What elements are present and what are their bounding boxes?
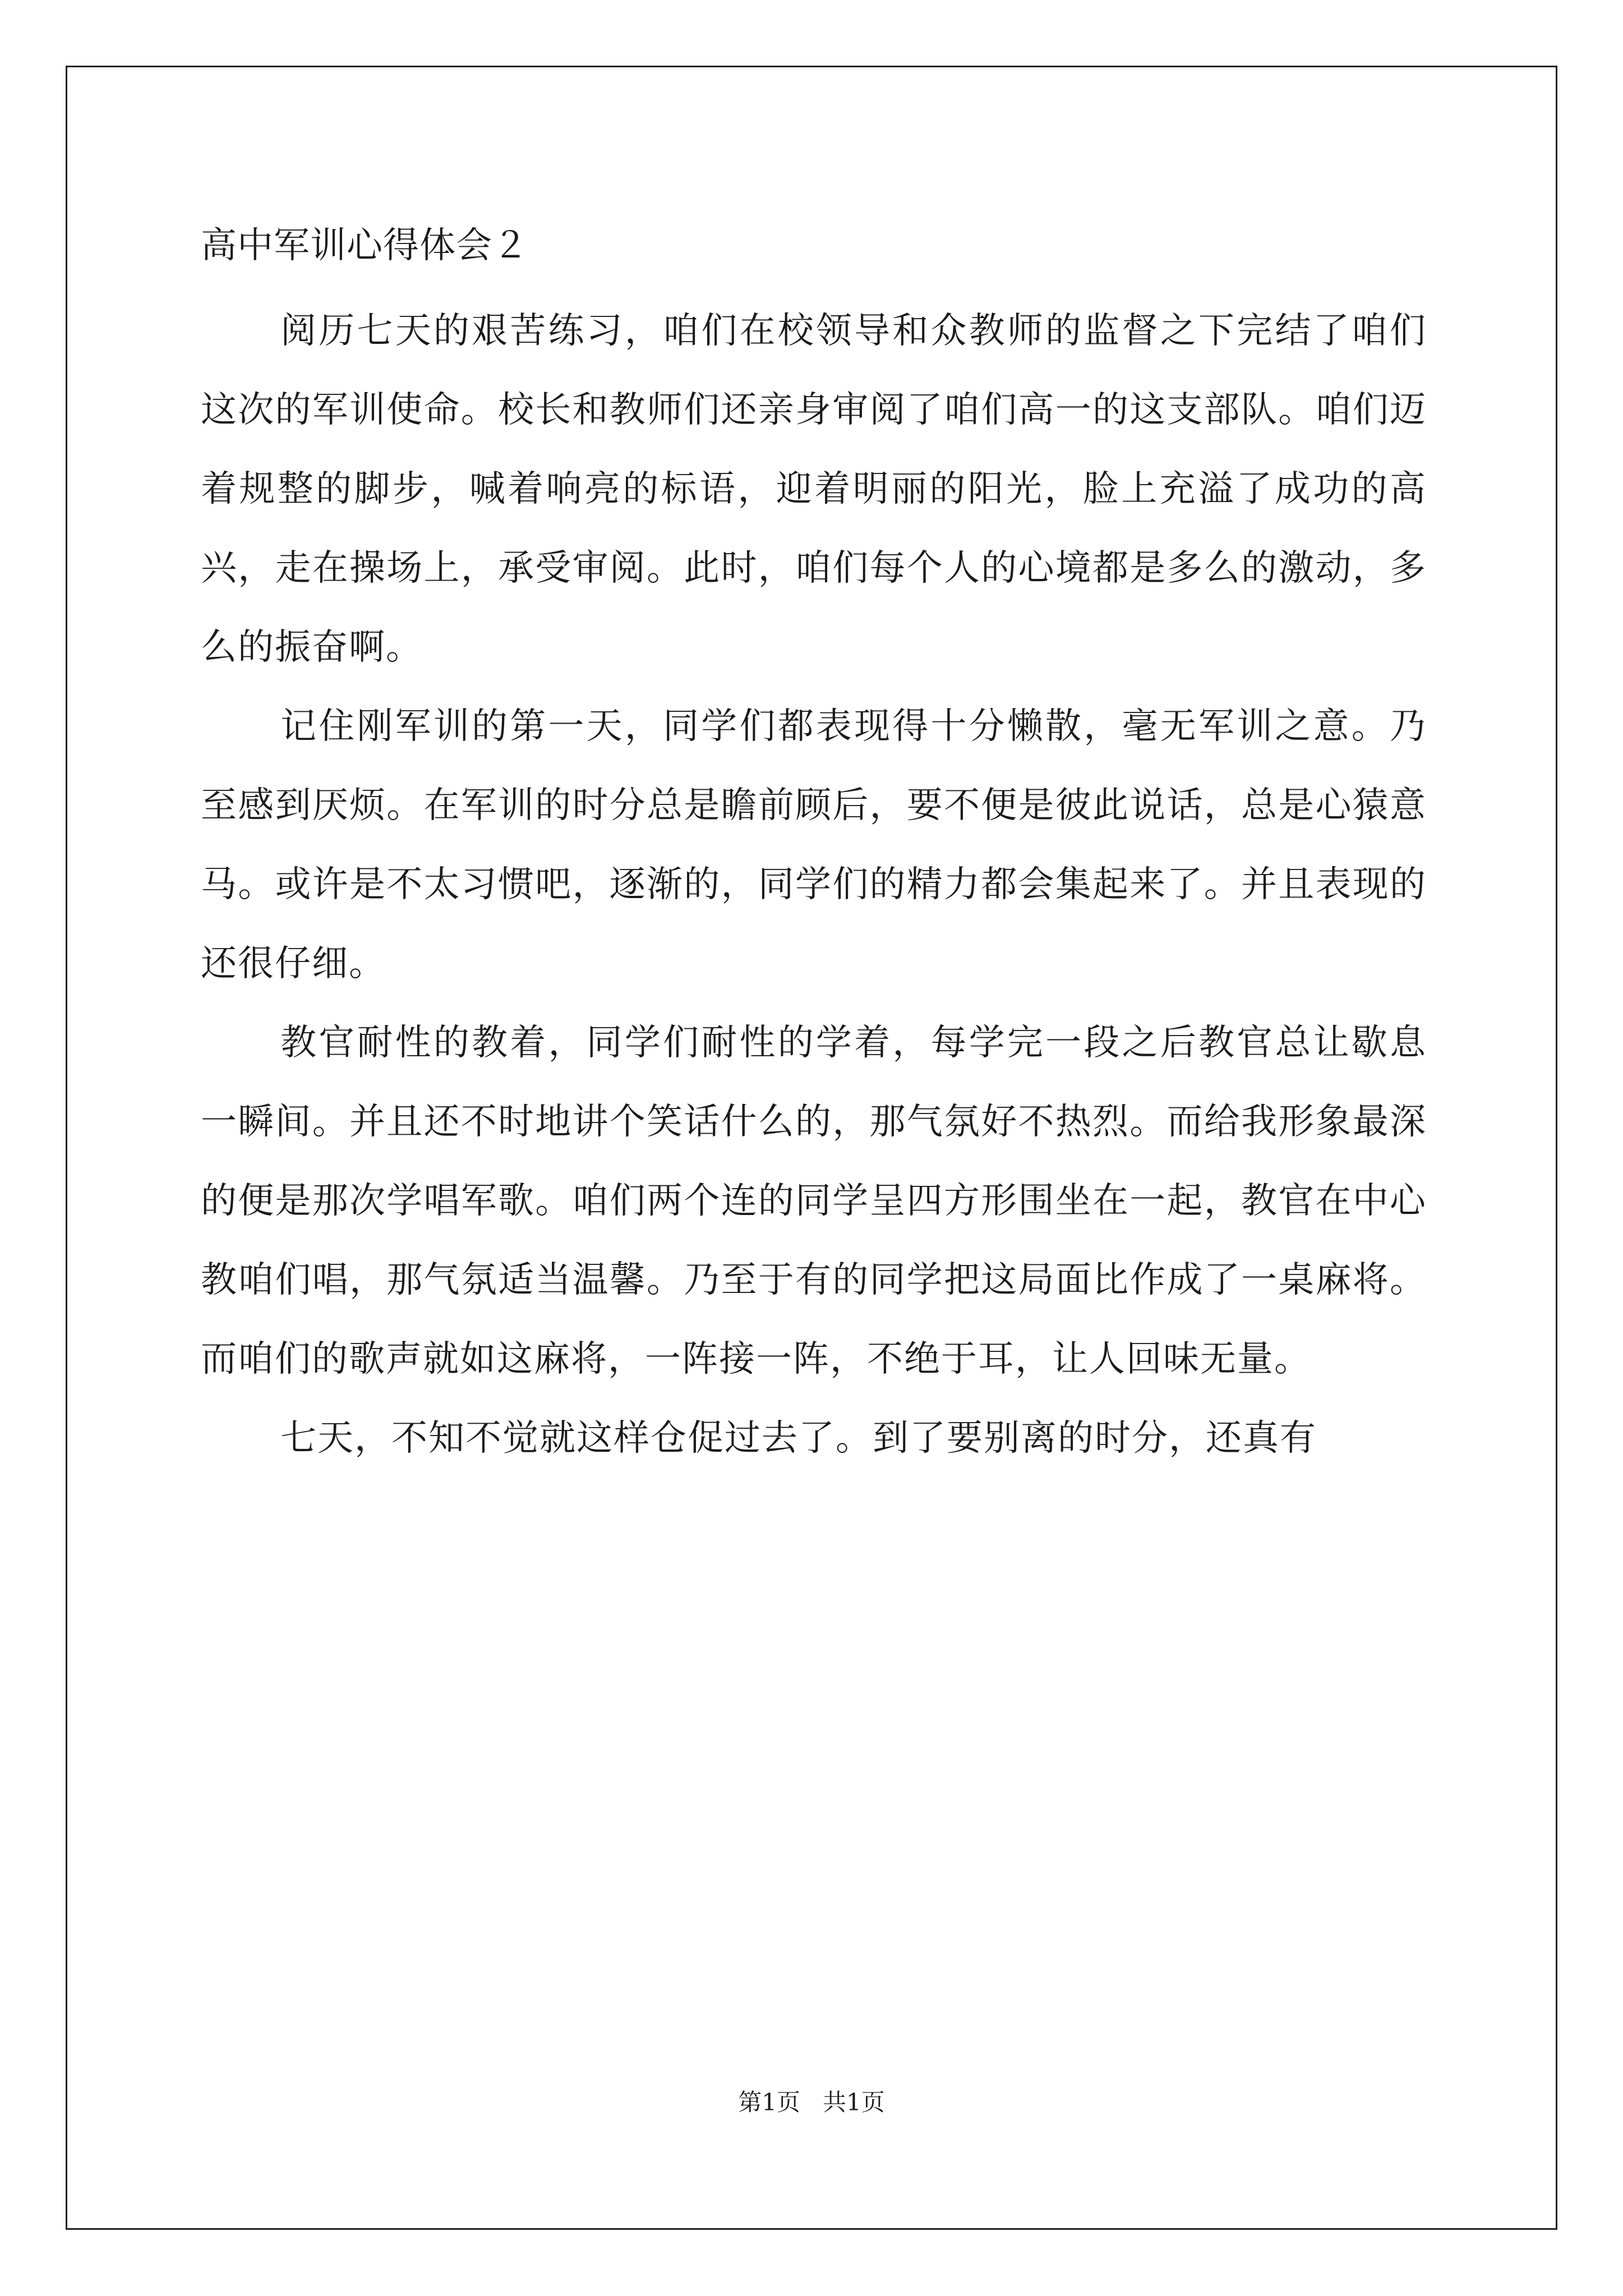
- page-footer: 第1页 共1页: [738, 2088, 885, 2116]
- document-body: [201, 292, 1427, 1478]
- paragraph: 教官耐性的教着，同学们耐性的学着，每学完一段之后教官总让歇息一瞬间。并且还不时地讲个笑话什么的，那气氛好不热烈。而给我形象最深的便是那次学唱军歌。咱们两个连的同学呈四方形围坐在一起，教官在中心教咱们唱，那气氛适当温馨。乃至于有的同学把这局面比作成了一桌麻将。而咱们的歌声就如这麻将，一阵接一阵，不绝于耳，让人回味无量。: [201, 1022, 1427, 1380]
- paragraph: 七天，不知不觉就这样仓促过去了。到了要别离的时分，还真有: [280, 1418, 1317, 1459]
- document-title: 高中军训心得体会２: [201, 225, 529, 266]
- paragraph: 阅历七天的艰苦练习，咱们在校领导和众教师的监督之下完结了咱们这次的军训使命。校长和教师们还亲身审阅了咱们高一的这支部队。咱们迈着规整的脚步，喊着响亮的标语，迎着明丽的阳光，脸上充溢了成功的高兴，走在操场上，承受审阅。此时，咱们每个人的心境都是多么的激动，多么的振奋啊。: [201, 310, 1427, 668]
- paragraph: 记住刚军训的第一天，同学们都表现得十分懒散，毫无军训之意。乃至感到厌烦。在军训的时分总是瞻前顾后，要不便是彼此说话，总是心猿意马。或许是不太习惯吧，逐渐的，同学们的精力都会集起来了。并且表现的还很仔细。: [201, 706, 1427, 984]
